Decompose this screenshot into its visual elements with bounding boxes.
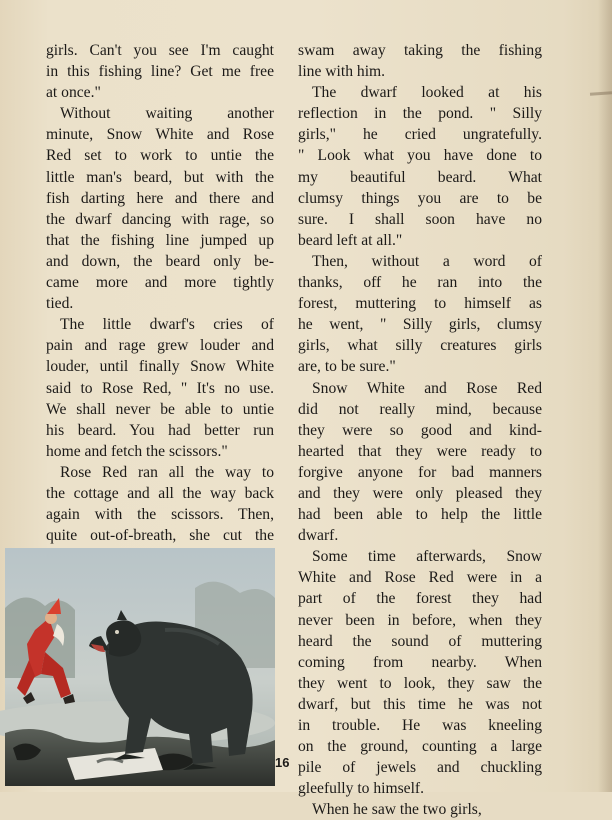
text-line: pain and rage grew louder and [46,337,274,355]
text-line: he went, " Silly girls, clumsy [298,316,542,334]
text-line: Snow White and Rose Red [312,379,542,397]
text-line: Some time afterwards, Snow [312,548,542,566]
text-line: minute, Snow White and Rose [46,126,274,144]
text-line: again with the scissors. Then, [46,506,274,524]
text-line: that the fishing line jumped up [46,231,274,249]
text-line: quite out-of-breath, she cut the [46,527,274,545]
text-line: at once." [46,84,101,102]
text-line: Without waiting another [60,105,274,123]
bear-dwarf-illustration [5,548,275,786]
text-line: When he saw the two girls, [312,801,482,819]
text-line: Then, without a word of [312,252,542,270]
text-line: on the ground, counting a large [298,738,542,756]
text-line: they went to look, they saw the [298,674,542,692]
text-line: forgive anyone for bad manners [298,463,542,481]
text-line: his beard. You had better run [46,421,274,439]
text-line: the cottage and all the way back [46,484,274,502]
text-line: in this fishing line? Get me free [46,63,274,81]
text-line: Red set to work to untie the [46,147,274,165]
page-number: 16 [275,755,290,770]
text-line: Rose Red ran all the way to [60,463,274,481]
text-line: little man's beard, but with the [46,168,274,186]
text-line: the dwarf dancing with rage, so [46,210,274,228]
text-line: forest, muttering to himself as [298,295,542,313]
text-line: they were so good and kind- [298,421,542,439]
text-line: gleefully to himself. [298,780,425,798]
right-text-column [298,40,542,820]
ink-smudge [590,91,612,96]
text-line: girls. Can't you see I'm caught [46,42,274,59]
text-line: thanks, off he ran into the [298,274,542,292]
text-line: hearted that they were ready to [298,442,542,460]
text-line: in trouble. He was kneeling [298,717,542,734]
text-line: did not really mind, because [298,400,542,418]
left-text-column [46,40,274,588]
text-line: reflection in the pond. " Silly [298,105,542,123]
text-line: louder, until finally Snow White [46,358,274,376]
text-line: and they were only pleased they [298,484,542,502]
text-line: line with him. [298,63,386,81]
text-line: We shall never be able to untie [46,400,274,418]
text-line: " Look what you have done to [298,147,542,165]
text-line: said to Rose Red, " It's no use. [46,379,274,397]
text-line: home and fetch the scissors." [46,442,228,460]
text-line: came more and more tightly [46,274,274,292]
text-line: fish darting here and there and [46,189,274,207]
text-line: White and Rose Red were in a [298,569,542,587]
text-line: pile of jewels and chuckling [298,759,542,777]
text-line: dwarf. [298,527,339,545]
text-line: never been in before, when they [298,611,542,629]
text-line: swam away taking the fishing [298,42,542,59]
text-line: girls, what silly creatures girls [298,337,542,355]
text-line: had been able to help the little [298,506,542,524]
text-line: tied. [46,295,74,313]
text-line: coming from nearby. When [298,653,542,671]
text-line: my beautiful beard. What [298,168,542,186]
text-line: and down, the beard only be- [46,252,274,270]
text-line: beard left at all." [298,231,403,249]
text-line: part of the forest they had [298,590,542,608]
text-line: clumsy things you are to be [298,189,542,207]
text-line: are, to be sure." [298,358,396,376]
text-line: sure. I shall soon have no [298,210,542,228]
text-line: The little dwarf's cries of [60,316,274,334]
text-line: girls," he cried ungratefully. [298,126,542,144]
text-line: heard the sound of muttering [298,632,542,650]
text-line: dwarf, but this time he was not [298,695,542,713]
text-line: The dwarf looked at his [312,84,542,102]
